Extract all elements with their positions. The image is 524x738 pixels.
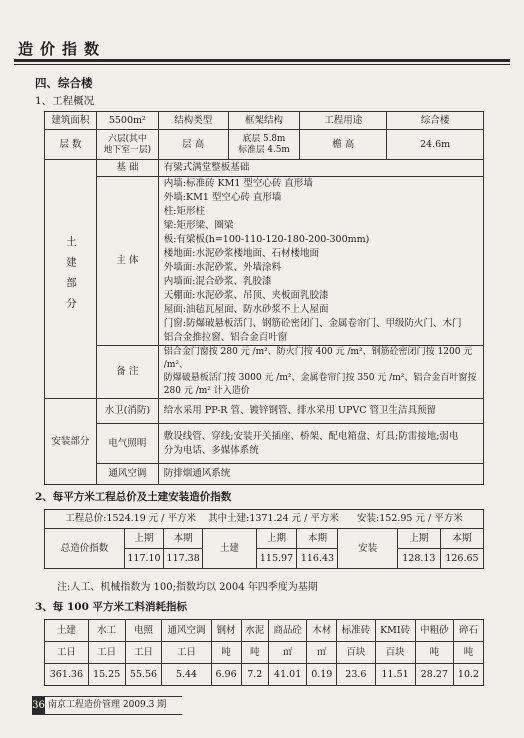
curr-label: 本期 [297, 529, 338, 549]
material-unit: 工日 [45, 642, 89, 664]
text-line: 六层(其中 [108, 133, 147, 144]
material-header: 水工 [88, 620, 125, 642]
material-value: 10.2 [454, 664, 484, 686]
prev-label: 上期 [256, 529, 297, 549]
cell-value: 5500m² [96, 112, 158, 130]
header-rule [14, 59, 510, 62]
text-line: 标准层 4.5m [238, 144, 290, 155]
overview-table [44, 111, 484, 485]
cell-label: 电气照明 [96, 424, 158, 464]
cell-value: 框架结构 [228, 112, 300, 130]
material-value: 41.01 [268, 664, 306, 686]
text-line: 门窗:防爆破悬板活门、钢筋砼密闭门、金属卷帘门、甲级防火门、木门 [163, 318, 462, 329]
material-header: 水泥 [241, 620, 268, 642]
material-unit: 吨 [211, 642, 241, 664]
cell-label: 备 注 [96, 346, 158, 399]
material-unit: 吨 [415, 642, 453, 664]
cell-label: 通风空调 [96, 464, 158, 485]
cell-label: 檐 高 [300, 130, 387, 160]
text-line: 内墙:标准砖 KM1 型空心砖 直形墙 [163, 178, 313, 189]
text-line: 外墙:KM1 型空心砖 直形墙 [163, 192, 282, 203]
cell-value: 综合楼 [387, 112, 484, 130]
main-structure-value [158, 177, 483, 346]
text-line: 分为电话、多媒体系统 [163, 444, 259, 456]
material-value: 11.51 [375, 664, 415, 686]
material-value: 361.36 [45, 664, 89, 686]
text-line: 屋面:油毡瓦屋面、防水砂浆不上人屋面 [163, 304, 329, 315]
total-index-label: 总造价指数 [45, 529, 125, 569]
material-unit: 吨 [454, 642, 484, 664]
material-value: 0.19 [307, 664, 337, 686]
cell-label: 主 体 [96, 177, 158, 346]
text-line: 外墙面:水泥砂浆、外墙涂料 [163, 262, 281, 273]
text-line: 底层 5.8m [242, 133, 286, 144]
index-note: 注:人工、机械指数为 100;指数均以 2004 年四季度为基期 [57, 582, 318, 593]
material-header: 电照 [125, 620, 162, 642]
material-value: 15.25 [88, 664, 125, 686]
price-summary [45, 510, 484, 529]
civil-prev-value: 115.97 [256, 549, 297, 569]
material-header: 碎石 [454, 620, 484, 642]
material-value: 28.27 [415, 664, 453, 686]
remark-value [158, 346, 483, 399]
subsection-price-title: 2、每平方米工程总价及土建安装造价指数 [35, 491, 232, 503]
curr-label: 本期 [164, 529, 203, 549]
prev-label: 上期 [397, 529, 440, 549]
text-line: 天棚面:水泥砂浆、吊顶、夹板面乳胶漆 [163, 290, 329, 301]
text-line: 铝合金推拉窗、铝合金百叶窗 [163, 332, 288, 343]
cell-value [228, 130, 300, 160]
material-header: 商品砼 [268, 620, 306, 642]
text-line: 楼地面:水泥砂浆楼地面、石材楼地面 [163, 248, 319, 259]
text-line: 板:有梁板(h=100-110-120-180-200-300mm) [163, 234, 370, 245]
cell-label: 层 高 [158, 130, 228, 160]
materials-value-row [45, 664, 484, 686]
material-unit: 工日 [162, 642, 211, 664]
prev-label: 上期 [124, 529, 163, 549]
material-unit: 吨 [241, 642, 268, 664]
material-header: 钢材 [211, 620, 241, 642]
header-rule-thin [14, 64, 510, 65]
civil-section-label [45, 160, 97, 399]
foundation-value: 有梁式满堂整板基础 [158, 160, 483, 177]
material-header: 通风空调 [162, 620, 211, 642]
material-value: 55.56 [125, 664, 162, 686]
subsection-materials-title: 3、每 100 平方米工料消耗指标 [35, 601, 188, 613]
journal-name: 南京工程造价管理 2009.3 期 [48, 700, 167, 710]
header-title: 造价指数 [18, 40, 107, 58]
material-header: 木材 [307, 620, 337, 642]
cell-label: 水卫(消防) [96, 399, 158, 424]
curr-label: 本期 [440, 529, 483, 549]
text-line: 内墙面:混合砂浆、乳胶漆 [163, 276, 272, 287]
install-index-label: 安装 [338, 529, 397, 569]
text-line: 铝合金门窗按 280 元 /m²、防火门按 400 元 /m²、钢筋砼密闭门按 1200 元 /m²、 [163, 347, 473, 370]
material-unit: 工日 [125, 642, 162, 664]
cell-label: 建筑面积 [45, 112, 97, 130]
material-unit: 百块 [375, 642, 415, 664]
cell-label: 层 数 [45, 130, 97, 160]
material-value: 5.44 [162, 664, 211, 686]
cell-value: 24.6m [387, 130, 484, 160]
water-value: 给水采用 PP-R 管、镀锌钢管、排水采用 UPVC 管卫生洁具预留 [158, 399, 483, 424]
install-prev-value: 128.13 [397, 549, 440, 569]
material-unit: ㎡ [268, 642, 306, 664]
materials-table [44, 619, 484, 686]
total-curr-value: 117.38 [164, 549, 203, 569]
text-line: 防爆破悬板活门按 3000 元 /m²、金属卷帘门按 350 元 /m²、铝合金百叶窗按 [163, 373, 477, 383]
total-price: 工程总价:1524.19 元 / 平方米 [65, 513, 197, 525]
material-value: 7.2 [241, 664, 268, 686]
civil-curr-value: 116.43 [297, 549, 338, 569]
install-curr-value: 126.65 [440, 549, 483, 569]
section-title: 四、综合楼 [35, 76, 93, 90]
material-header: 土建 [45, 620, 89, 642]
price-index-table [44, 509, 484, 569]
page-number: 36 [32, 697, 45, 714]
materials-unit-row [45, 642, 484, 664]
text-line: 280 元 /m² 计入造价 [163, 386, 250, 396]
text-line: 梁:矩形梁、圈梁 [163, 220, 234, 231]
material-unit: 工日 [88, 642, 125, 664]
hvac-value: 防排烟通风系统 [158, 464, 483, 485]
material-unit: ㎡ [307, 642, 337, 664]
subsection-overview-title: 1、工程概况 [35, 95, 95, 107]
cell-value [96, 130, 158, 160]
electrical-value [158, 424, 483, 464]
civil-index-label: 土建 [203, 529, 256, 569]
page-footer [32, 696, 182, 715]
material-header: 标准砖 [337, 620, 375, 642]
cell-label: 基 础 [96, 160, 158, 177]
material-header: 中粗砂 [415, 620, 453, 642]
text-line: 柱:矩形柱 [163, 206, 205, 217]
text-line: 地下室一层) [103, 144, 152, 155]
cell-label: 工程用途 [300, 112, 387, 130]
material-unit: 百块 [337, 642, 375, 664]
material-value: 6.96 [211, 664, 241, 686]
civil-price: 其中土建:1371.24 元 / 平方米 [208, 513, 339, 525]
install-price: 安装:152.95 元 / 平方米 [357, 513, 463, 525]
text-line: 敷设线管、穿线;安装开关插座、桥架、配电箱盘、灯具;防雷接地;弱电 [163, 430, 459, 442]
total-prev-value: 117.10 [124, 549, 163, 569]
cell-label: 结构类型 [158, 112, 228, 130]
install-section-label: 安装部分 [45, 399, 97, 485]
material-value: 23.6 [337, 664, 375, 686]
civil-label-text: 土建部分 [65, 236, 77, 319]
materials-header-row [45, 620, 484, 642]
material-header: KMI砖 [375, 620, 415, 642]
